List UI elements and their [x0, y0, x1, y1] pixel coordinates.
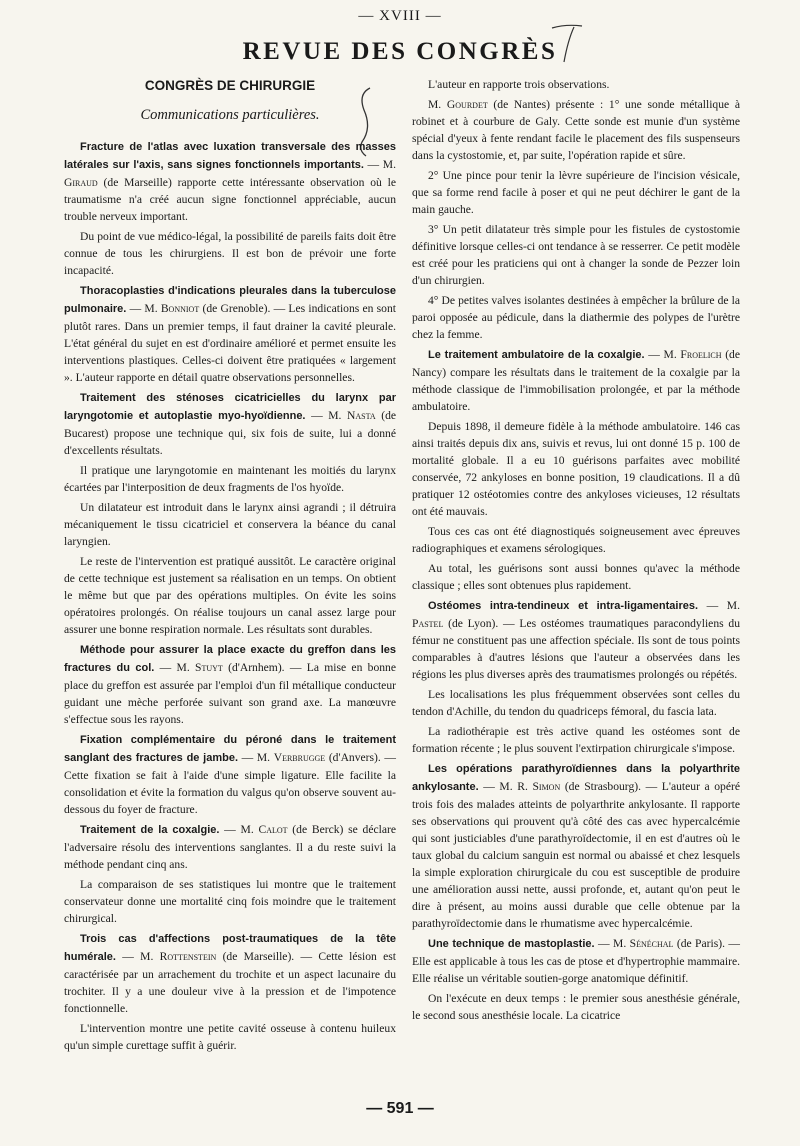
- article-paragraph: Du point de vue médico-légal, la possibilité de pareils faits doit être connue de tous les chirurgiens. Il est bon de prévoir une forte incapacité.: [64, 230, 396, 277]
- article-paragraph: On l'exécute en deux temps : le premier sous anesthésie générale, le second sous anesthésie locale. La cicatrice: [412, 992, 740, 1022]
- author-name: Rottenstein: [159, 950, 217, 963]
- article-title: Ostéomes intra-tendineux et intra-ligamentaires.: [428, 600, 699, 612]
- author-prefix: — M.: [219, 823, 259, 836]
- handwritten-mark: [548, 22, 588, 68]
- author-name: Pastel: [412, 617, 444, 630]
- article-body: (de Nancy) compare les résultats dans le traitement de la coxalgie par la méthode classique de l'immobilisation prolongée, et par la méthode ambulatoire.: [412, 348, 741, 413]
- author-prefix: — M.: [305, 409, 348, 422]
- author-name: Froelich: [680, 348, 722, 361]
- article-paragraph: Les localisations les plus fréquemment observées sont celles du tendon d'Achille, du tendon du quadriceps fémoral, du fascia lata.: [412, 688, 740, 718]
- author-prefix: — M.: [363, 158, 396, 171]
- author-name: Verbrugge: [273, 751, 326, 764]
- section-subtitle: Communications particulières.: [140, 107, 320, 123]
- article-paragraph: Il pratique une laryngotomie en maintenant les moitiés du larynx écartées par l'interposition de deux fragments de l'os hyoïde.: [64, 464, 396, 494]
- article-paragraph: [64, 821, 396, 873]
- article-body: (d'Arnhem). — La mise en bonne place du greffon est assurée par l'emploi d'un fil métallique conducteur guidant une mèche perforée suivant son grand axe. La manœuvre s'effectue sous les rayons.: [64, 661, 396, 726]
- article-paragraph: [64, 731, 396, 818]
- article-body: (de Nantes) présente : 1° une sonde métallique à robinet et à courbure de Galy. Cette sonde est munie d'un système spécial d'yeux à fente rendant facile le placement des fils suspenseurs dans la cystostomie, et, par suite, l'opération rapide et sûre.: [412, 98, 740, 162]
- article-title: Fracture de l'atlas avec luxation transversale des masses latérales sur l'axis, sans signes fonctionnels importants.: [64, 141, 396, 171]
- author-prefix: — M.: [154, 661, 196, 674]
- author-prefix: — M.: [698, 599, 740, 612]
- article-title: Fixation complémentaire du péroné dans le traitement sanglant des fractures de jambe.: [64, 734, 396, 764]
- article-paragraph: [412, 96, 740, 164]
- article-paragraph: La radiothérapie est très active quand les ostéomes sont de formation récente ; le plus souvent l'extirpation chirurgicale s'impose.: [412, 725, 740, 755]
- author-prefix: — M.: [594, 937, 630, 950]
- article-body: (de Marseille). — Cette lésion est caractérisée par un arrachement du trochite et un aspect lacunaire du trochiter. Il y a une douleur vive à la pression et de l'impotence fonctionnelle.: [64, 950, 397, 1015]
- masthead-title: REVUE DES CONGRÈS: [242, 38, 558, 65]
- article-title: Thoracoplasties d'indications pleurales dans la tuberculose pulmonaire.: [64, 285, 396, 315]
- article-paragraph: Tous ces cas ont été diagnostiqués soigneusement avec épreuves radiographiques et examens sérologiques.: [412, 525, 740, 555]
- author-prefix: — M.: [115, 950, 160, 963]
- article-title: Méthode pour assurer la place exacte du greffon dans les fractures du col.: [64, 644, 396, 674]
- article-title: Les opérations parathyroïdiennes dans la polyarthrite ankylosante.: [412, 763, 740, 793]
- article-title: Une technique de mastoplastie.: [428, 938, 595, 950]
- article-paragraph: Depuis 1898, il demeure fidèle à la méthode ambulatoire. 146 cas ainsi traités depuis dix ans, suivis et revus, lui ont donné 15 p. 100 de mortalité globale. Il a eu 10 guérisons parfaites avec mobilité conservée, 72 ankyloses en bonne position, 19 claudications. Il a dû pratiquer 12 ostéotomies contre des ankyloses vicieuses, 12 résultats ont été mauvais.: [412, 420, 740, 518]
- page-number: — 591 —: [366, 1100, 434, 1117]
- article-paragraph: [64, 641, 396, 728]
- author-prefix: — M.: [238, 751, 274, 764]
- article-paragraph: Le reste de l'intervention est pratiqué aussitôt. Le caractère original de cette technique est justement sa réalisation en un temps. On obtient le même but que par des opérations multiples. On évite les soins opératoires prolongés. On réalise toujours un canal assez large pour assurer une bonne respiration normale. Les résultats sont durables.: [64, 555, 396, 636]
- author-name: Gourdet: [446, 98, 488, 111]
- article-body: (de Strasbourg). — L'auteur a opéré trois fois des malades atteints de polyarthrite ankylosante. Il rapporte ses observations qui prouvent qu'à côté des cas avec hypercalcémie qui sont justiciables d'une parathyroïdectomie, il en est d'autres où le taux global du calcium sanguin est normal ou abaissé et chez lesquels la simple exploration chirurgicale du cou est susceptible de produire une amélioration aussi nette, aussi profonde, et, autant qu'on peut le dire à présent, au moins aussi durable que celle obtenue par la parathyroïdectomie dans le rhumatisme avec hypercalcémie.: [412, 780, 741, 930]
- author-name: Giraud: [64, 176, 98, 189]
- article-paragraph: L'intervention montre une petite cavité osseuse à contenu huileux qu'un simple curettage suffit à guérir.: [64, 1022, 396, 1052]
- article-paragraph: [64, 389, 396, 459]
- article-body: (de Lyon). — Les ostéomes traumatiques paracondyliens du fémur ne constituent pas une affection spéciale. Ils sont de tous points comparables à d'autres lésions que l'auteur a observées dans les régions les plus diverses après des traumatismes prolongés ou répétés.: [412, 617, 740, 681]
- article-paragraph: [412, 935, 740, 987]
- article-body: (de Paris). — Elle est applicable à tous les cas de ptose et d'hypertrophie mammaire. Elle réalise un véritable soutien-gorge anatomique définitif.: [412, 937, 741, 985]
- article-paragraph: [412, 760, 740, 932]
- author-prefix: M.: [428, 98, 447, 111]
- article-paragraph: [64, 282, 396, 386]
- article-paragraph: La comparaison de ses statistiques lui montre que le traitement conservateur donne une mortalité cinq fois moindre que le traitement chirurgical.: [64, 878, 396, 925]
- roman-page-number: — XVIII —: [358, 8, 442, 24]
- article-paragraph: [412, 597, 740, 683]
- article-paragraph: 4° De petites valves isolantes destinées à empêcher la brûlure de la paroi opposée au pédicule, dans la diathermie des polypes de l'urètre chez la femme.: [412, 294, 740, 341]
- author-prefix: — M.: [644, 348, 681, 361]
- author-name: Nasta: [347, 409, 376, 422]
- left-column: [64, 74, 396, 1057]
- author-name: Simon: [532, 780, 561, 793]
- article-body: (d'Anvers). — Cette fixation se fait à l'aide d'une simple ligature. Elle facilite la consolidation et évite la formation du valgus qu'on observe souvent au-dessous du foyer de fracture.: [64, 751, 397, 816]
- article-body: (de Berck) se déclare l'adversaire résolu des interventions sanglantes. Il a du reste suivi la méthode pendant cinq ans.: [64, 823, 397, 871]
- author-name: Calot: [258, 823, 288, 836]
- article-title: Traitement de la coxalgie.: [80, 824, 220, 836]
- author-name: Stuyt: [195, 661, 223, 674]
- article-paragraph: [412, 346, 740, 415]
- article-paragraph: 2° Une pince pour tenir la lèvre supérieure de l'incision vésicale, que sa forme rend facile à poser et qui ne peut déchirer le gant de la main gauche.: [412, 169, 740, 216]
- article-body: (de Grenoble). — Les indications en sont plutôt rares. Dans un premier temps, il faut drainer la cavité pleurale. L'état général du sujet en est d'ordinaire amélioré et permet ensuite les interventions plastiques. Celles-ci doivent être pratiquées « largement ». L'auteur rapporte en détail quatre observations personnelles.: [64, 302, 396, 384]
- article-paragraph: 3° Un petit dilatateur très simple pour les fistules de cystostomie définitive lorsque celles-ci ont tendance à se resserrer. Ce petit modèle est créé pour les praticiens qui ont à changer la sonde de Pezzer loin d'un chirurgien.: [412, 223, 740, 287]
- right-column: [412, 76, 740, 1027]
- author-name: Bonniot: [160, 302, 200, 315]
- article-paragraph: L'auteur en rapporte trois observations.: [428, 78, 610, 91]
- article-paragraph: Un dilatateur est introduit dans le larynx ainsi agrandi ; il détruira mécaniquement le tissu cicatriciel et conservera la béance du canal laryngien.: [64, 501, 396, 548]
- author-name: Sénéchal: [629, 937, 674, 950]
- article-body: (de Bucarest) propose une technique qui, six fois de suite, lui a donné d'excellents résultats.: [64, 409, 397, 457]
- section-title: CONGRÈS DE CHIRURGIE: [144, 78, 316, 93]
- article-paragraph: [64, 138, 396, 225]
- author-prefix: — M.: [126, 302, 161, 315]
- article-title: Le traitement ambulatoire de la coxalgie.: [428, 349, 645, 361]
- article-title: Traitement des sténoses cicatricielles du larynx par laryngotomie et autoplastie myo-hyoïdienne.: [64, 392, 396, 422]
- article-title: Trois cas d'affections post-traumatiques de la tête humérale.: [64, 933, 396, 963]
- article-paragraph: Au total, les guérisons sont aussi bonnes qu'avec la méthode classique ; elles sont obtenues plus rapidement.: [412, 562, 740, 592]
- article-paragraph: [64, 930, 396, 1017]
- article-body: (de Marseille) rapporte cette intéressante observation où le traumatisme n'a créé aucun signe fonctionnel appréciable, aucun trouble nerveux important.: [64, 176, 396, 223]
- author-prefix: — M. R.: [478, 780, 533, 793]
